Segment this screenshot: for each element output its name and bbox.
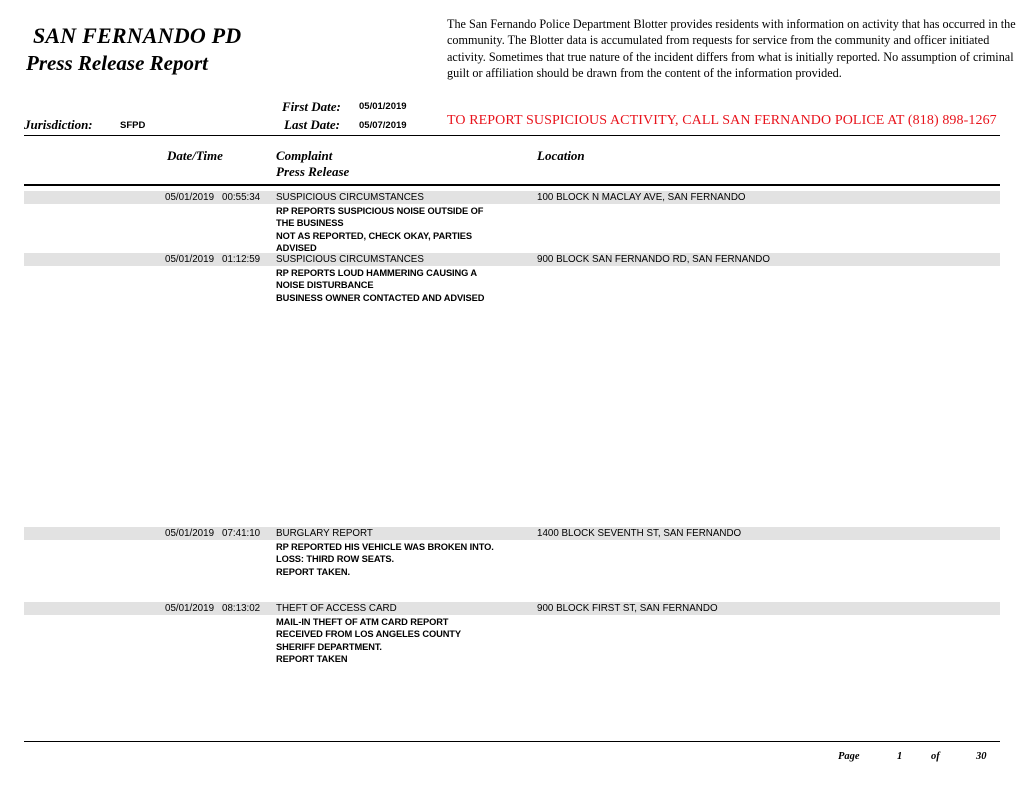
jurisdiction-value: SFPD bbox=[120, 120, 146, 131]
page-label: Page bbox=[838, 751, 860, 762]
column-header-press-release: Press Release bbox=[276, 164, 350, 179]
column-header-location: Location bbox=[537, 148, 585, 163]
column-header-divider bbox=[24, 184, 1000, 186]
incident-time: 01:12:59 bbox=[222, 254, 261, 265]
incident-press-release: RP REPORTS LOUD HAMMERING CAUSING A NOISE DISTURBANCE BUSINESS OWNER CONTACTED AND ADVISED bbox=[276, 268, 485, 303]
column-header-complaint: Complaint bbox=[276, 148, 333, 163]
footer-divider bbox=[24, 741, 1000, 742]
first-date-label: First Date: bbox=[282, 99, 341, 114]
report-title: Press Release Report bbox=[26, 51, 208, 75]
page-number: 1 bbox=[897, 751, 903, 762]
incident-date: 05/01/2019 bbox=[165, 192, 215, 203]
first-date-value: 05/01/2019 bbox=[359, 101, 407, 112]
org-name: SAN FERNANDO PD bbox=[33, 23, 242, 48]
incident-time: 07:41:10 bbox=[222, 528, 261, 539]
disclaimer-text: The San Fernando Police Department Blotter provides residents with information on activity that has occurred in the community. The Blotter data is accumulated from requests for service from the community and officer initiated activity. Sometimes that true nature of the incident differs from what is initially reported. No assumption of criminal guilt or affiliation should be drawn from the content of the information provided. bbox=[447, 17, 1016, 81]
report-suspicious-activity-notice: TO REPORT SUSPICIOUS ACTIVITY, CALL SAN FERNANDO POLICE AT (818) 898-1267 bbox=[447, 113, 997, 128]
of-label: of bbox=[931, 751, 940, 762]
column-header-datetime: Date/Time bbox=[167, 148, 223, 163]
incident-date: 05/01/2019 bbox=[165, 528, 215, 539]
incident-date: 05/01/2019 bbox=[165, 603, 215, 614]
incident-location: 900 BLOCK FIRST ST, SAN FERNANDO bbox=[537, 603, 718, 614]
incident-press-release: RP REPORTS SUSPICIOUS NOISE OUTSIDE OF THE BUSINESS NOT AS REPORTED, CHECK OKAY, PARTIES ADVISED bbox=[276, 206, 484, 253]
incident-location: 1400 BLOCK SEVENTH ST, SAN FERNANDO bbox=[537, 528, 742, 539]
incident-location: 900 BLOCK SAN FERNANDO RD, SAN FERNANDO bbox=[537, 254, 770, 265]
incident-time: 08:13:02 bbox=[222, 603, 261, 614]
incident-location: 100 BLOCK N MACLAY AVE, SAN FERNANDO bbox=[537, 192, 746, 203]
last-date-label: Last Date: bbox=[284, 117, 340, 132]
incident-press-release: RP REPORTED HIS VEHICLE WAS BROKEN INTO. LOSS: THIRD ROW SEATS. REPORT TAKEN. bbox=[276, 542, 494, 577]
incident-time: 00:55:34 bbox=[222, 192, 261, 203]
incident-complaint: SUSPICIOUS CIRCUMSTANCES bbox=[276, 254, 424, 265]
incident-press-release: MAIL-IN THEFT OF ATM CARD REPORT RECEIVED FROM LOS ANGELES COUNTY SHERIFF DEPARTMENT. REPORT TAKEN bbox=[276, 617, 461, 664]
incident-complaint: BURGLARY REPORT bbox=[276, 528, 373, 539]
incident-complaint: THEFT OF ACCESS CARD bbox=[276, 603, 397, 614]
incident-complaint: SUSPICIOUS CIRCUMSTANCES bbox=[276, 192, 424, 203]
incident-date: 05/01/2019 bbox=[165, 254, 215, 265]
header-divider bbox=[24, 135, 1000, 136]
last-date-value: 05/07/2019 bbox=[359, 120, 407, 131]
total-pages: 30 bbox=[976, 751, 987, 762]
jurisdiction-label: Jurisdiction: bbox=[24, 117, 93, 132]
